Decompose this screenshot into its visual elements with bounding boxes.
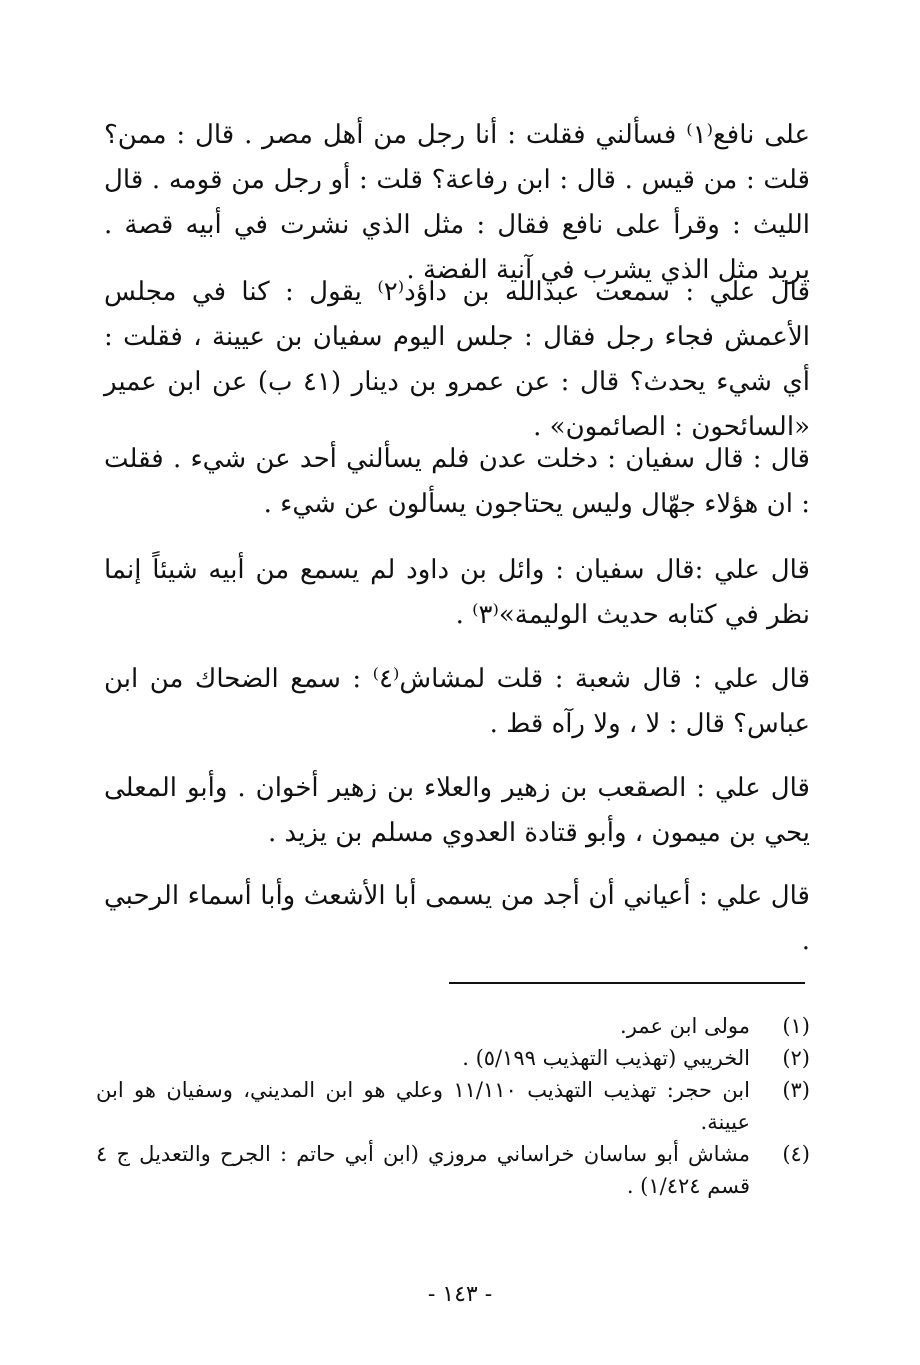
paragraph-6: قال علي : الصقعب بن زهير والعلاء بن زهير أخوان . وأبو المعلى يحي بن ميمون ، وأبو قتادة العدوي مسلم بن يزيد . (104, 773, 810, 848)
footnote-number: (٤) (782, 1142, 810, 1166)
paragraph-7: قال علي : أعياني أن أجد من يسمى أبا الأشعث وأبا أسماء الرحبي . (104, 881, 810, 956)
footnote-number: (١) (782, 1014, 810, 1038)
footnote-2 (96, 1042, 810, 1074)
footnote-divider (449, 982, 805, 984)
footnote-text: الخريبي (تهذيب التهذيب ٥/١٩٩) . (462, 1046, 750, 1070)
footnote-text: ابن حجر: تهذيب التهذيب ١١/١١٠ وعلي هو ابن المديني، وسفيان هو ابن عيينة. (96, 1078, 750, 1134)
paragraph-1: على نافع⁽١⁾ فسألني فقلت : أنا رجل من أهل مصر . قال : ممن؟ قلت : من قيس . قال : ابن رفاعة؟ قلت : أو رجل من قومه . قال الليث : وقرأ على نافع فقال : مثل الذي نشرت في أبيه قصة . يريد مثل الذي يشرب في آنية الفضة . (104, 120, 811, 285)
footnote-text: مولى ابن عمر. (620, 1014, 750, 1038)
footnote-text: مشاش أبو ساسان خراساني مروزي (ابن أبي حاتم : الجرح والتعديل ج ٤ قسم ١/٤٢٤) . (96, 1142, 750, 1198)
footnotes (96, 1010, 810, 1202)
footnote-1 (96, 1010, 810, 1042)
paragraph-5: قال علي : قال شعبة : قلت لمشاش⁽٤⁾ : سمع الضحاك من ابن عباس؟ قال : لا ، ولا رآه قط . (104, 664, 810, 739)
paragraph-2: قال علي : سمعت عبدالله بن داؤد⁽٢⁾ يقول : كنا في مجلس الأعمش فجاء رجل فقال : جلس اليوم سفيان بن عيينة ، فقلت : أي شيء يحدث؟ قال : عن عمرو بن دينار (٤١ ب) عن ابن عمير «السائحون : الصائمون» . (104, 277, 810, 442)
footnote-number: (٣) (782, 1078, 810, 1102)
footnote-number: (٢) (782, 1046, 810, 1070)
paragraph-3: قال : قال سفيان : دخلت عدن فلم يسألني أحد عن شيء . فقلت : ان هؤلاء جهّال وليس يحتاجون يسألون عن شيء . (104, 444, 810, 519)
footnote-4 (96, 1138, 810, 1202)
paragraph-4: قال علي :قال سفيان : وائل بن داود لم يسمع من أبيه شيئاً إنما نظر في كتابه حديث الوليمة»⁽٣⁾ . (104, 555, 810, 630)
page-number: - ١٤٣ - (427, 1282, 493, 1307)
footnote-3 (96, 1074, 810, 1138)
